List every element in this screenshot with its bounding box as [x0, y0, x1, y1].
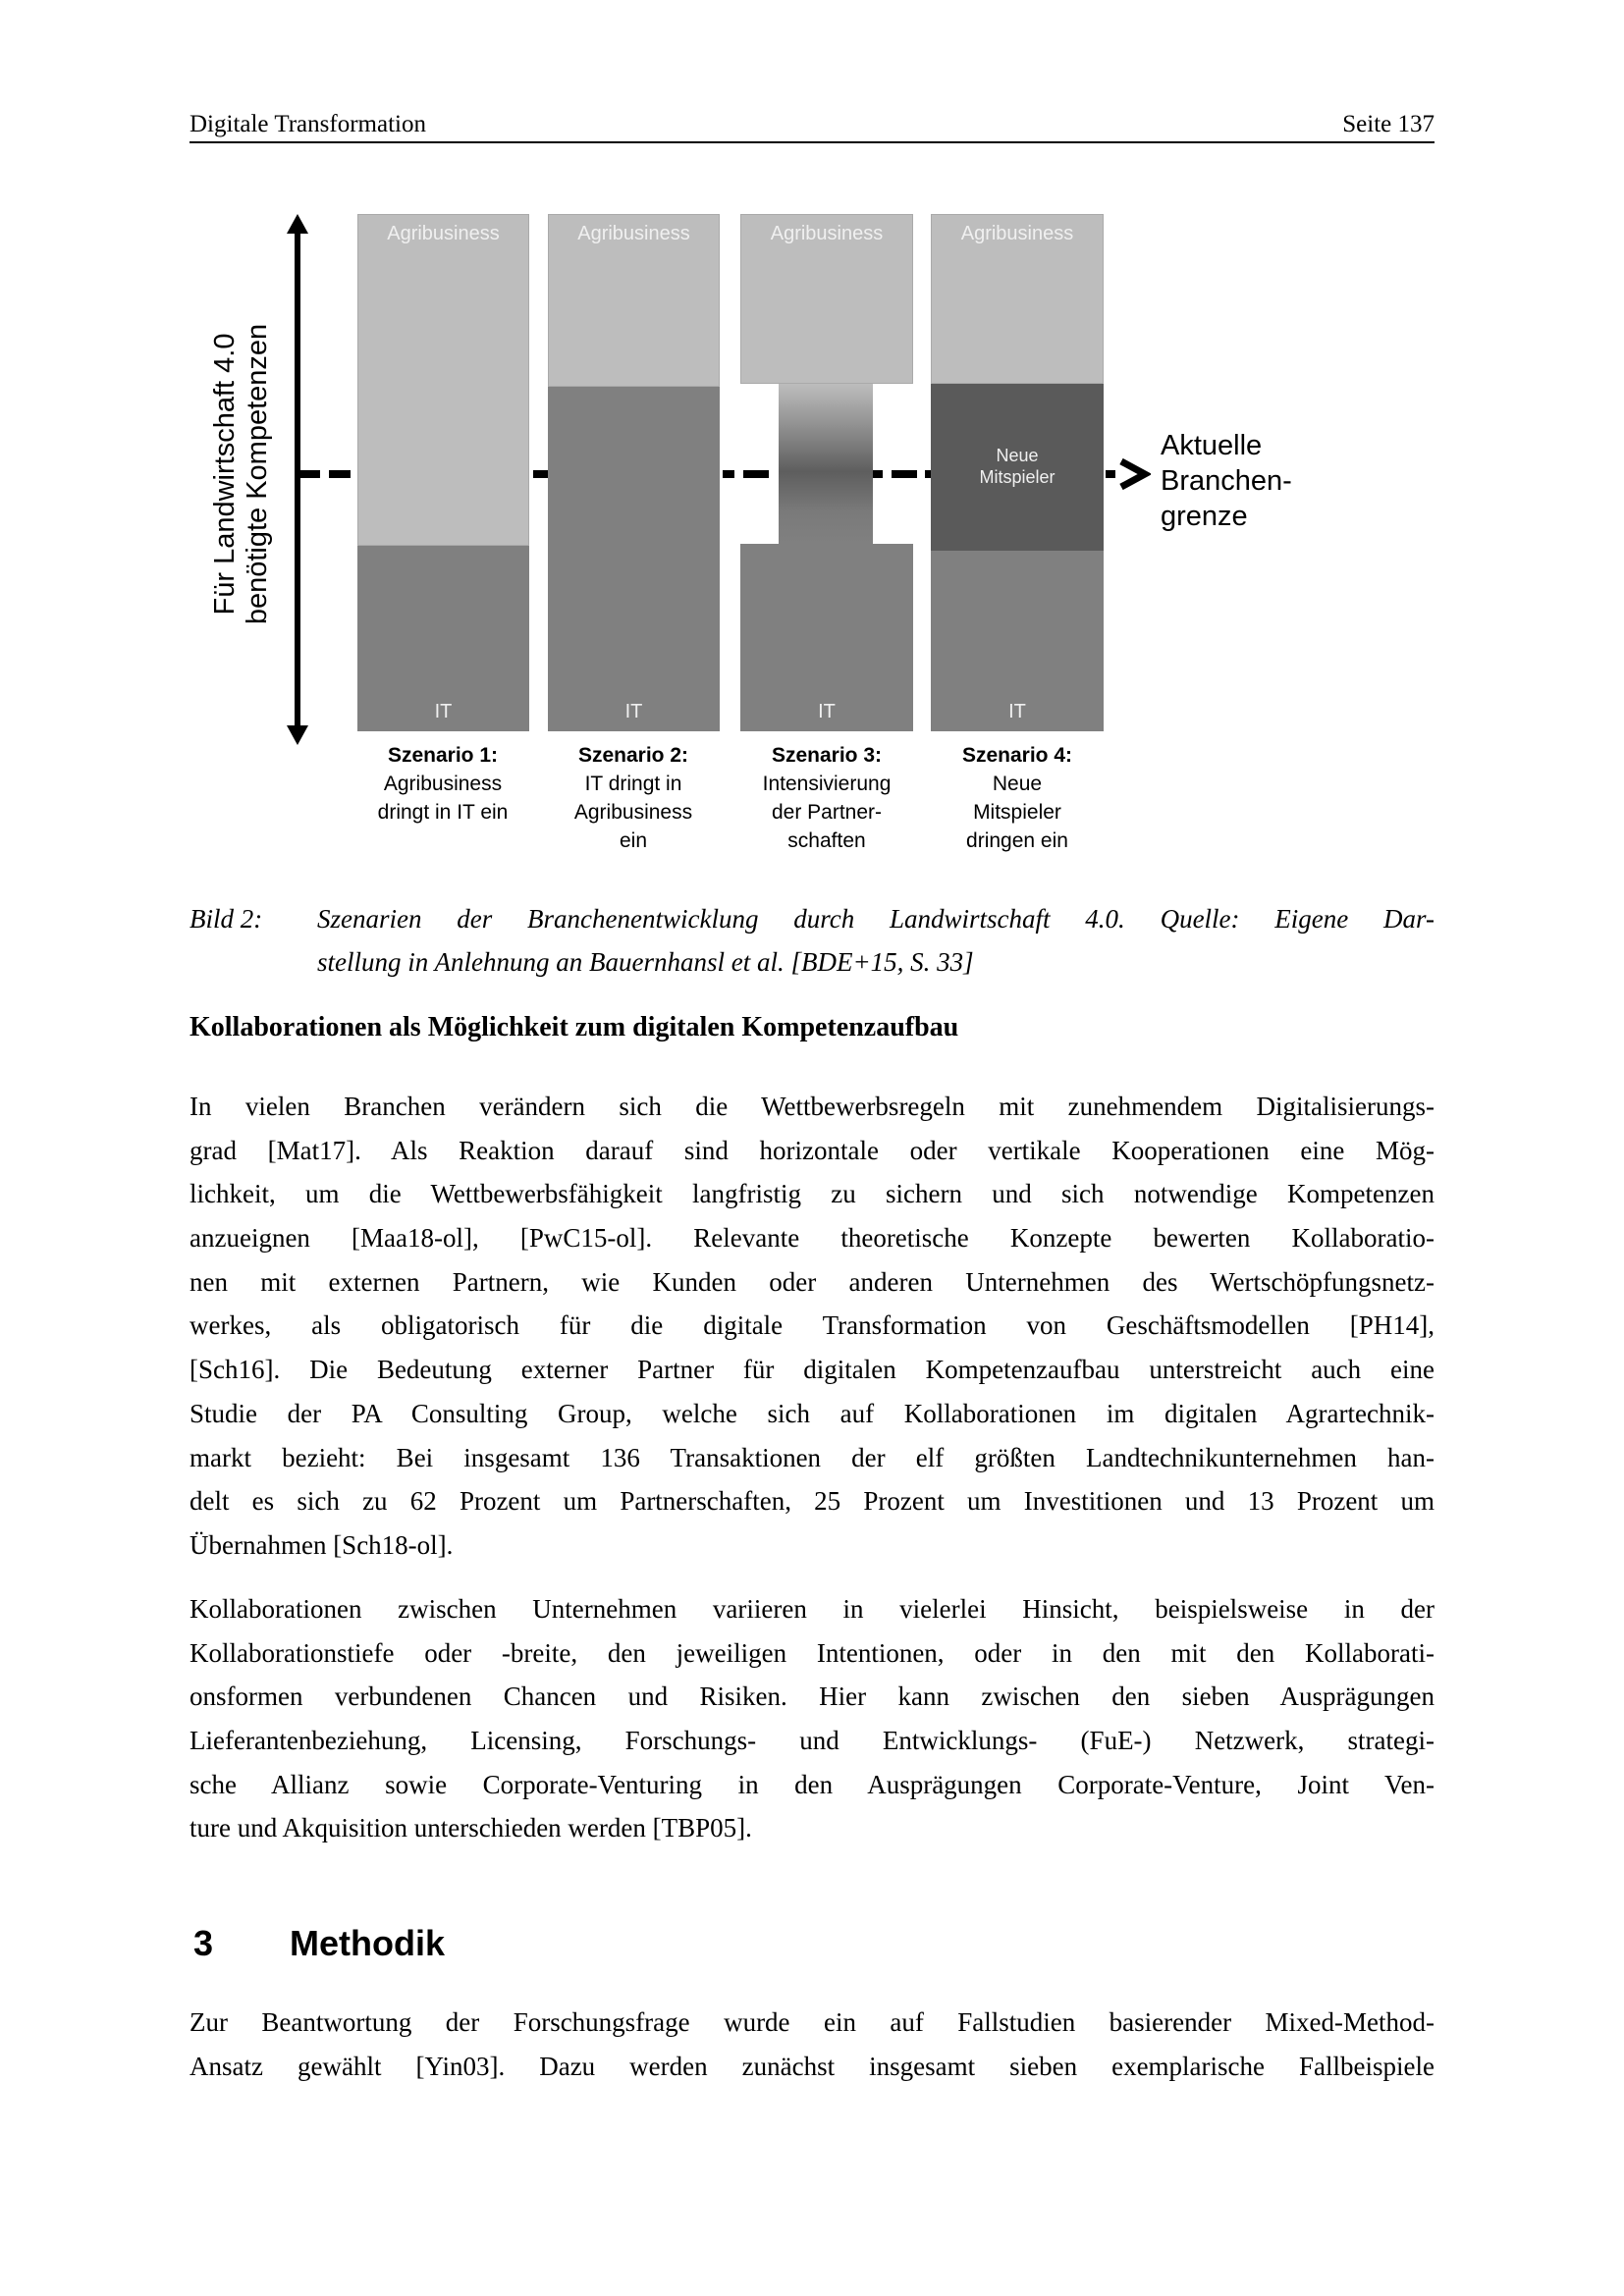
y-axis-label [209, 268, 278, 680]
paragraph-2 [189, 1587, 1435, 1850]
paragraph-1 [189, 1085, 1435, 1568]
text-line: sche Allianz sowie Corporate-Venturing in den Ausprägungen Corporate-Venture, Joint Ven- [189, 1769, 1435, 1799]
text-line: Übernahmen [Sch18-ol]. [189, 1529, 454, 1560]
boundary-dash [723, 470, 734, 478]
scenario-desc-line: Mitspieler [973, 801, 1061, 824]
agribusiness-segment [357, 214, 529, 546]
partnership-gradient [779, 384, 873, 544]
page-number: Seite 137 [1342, 111, 1435, 137]
scenario-label-1 [345, 741, 541, 827]
scenario-desc-line: Intensivierung [762, 773, 892, 795]
text-line: Zur Beantwortung der Forschungsfrage wurde ein auf Fallstudien basierender Mixed-Method- [189, 2007, 1435, 2037]
scenario-label-4 [919, 741, 1115, 855]
segment-label-line: Mitspieler [979, 467, 1056, 487]
scenario-bar-4 [931, 214, 1104, 731]
paragraph-3 [189, 2001, 1435, 2088]
figure-caption [317, 897, 1435, 984]
scenario-desc-line: ein [619, 829, 648, 852]
agribusiness-segment [740, 214, 913, 384]
scenario-desc-line: IT dringt in [584, 773, 682, 795]
caption-label: Bild 2: [189, 904, 263, 934]
scenario-title: Szenario 3: [771, 744, 883, 767]
text-line: Studie der PA Consulting Group, welche sich auf Kollaborationen im digitalen Agrartechnik- [189, 1398, 1435, 1428]
agribusiness-segment [931, 214, 1104, 384]
scenario-bar-1 [357, 214, 529, 731]
figure-scenarios [0, 0, 1624, 883]
double-arrow-icon [283, 212, 312, 747]
segment-label [931, 445, 1104, 488]
text-line: werkes, als obligatorisch für die digitale Transformation von Geschäftsmodellen [PH14], [189, 1310, 1435, 1341]
text-line: onsformen verbundenen Chancen und Risiken. Hier kann zwischen den sieben Ausprägungen [189, 1682, 1435, 1712]
boundary-label-line: Aktuelle [1161, 430, 1263, 461]
boundary-dash [300, 470, 320, 478]
scenario-desc-line: schaften [787, 829, 866, 852]
caption-line: Szenarien der Branchenentwicklung durch Landwirtschaft 4.0. Quelle: Eigene Dar- [317, 904, 1435, 934]
caption-line: stellung in Anlehnung an Bauernhansl et al. [BDE+15, S. 33] [317, 947, 974, 977]
new-players-segment [931, 384, 1104, 551]
scenario-desc-line: der Partner- [771, 801, 883, 824]
boundary-label-line: grenze [1161, 501, 1248, 532]
scenario-title: Szenario 4: [961, 744, 1073, 767]
text-line: anzueignen [Maa18-ol], [PwC15-ol]. Relevante theoretische Konzepte bewerten Kollaboratio- [189, 1223, 1435, 1254]
segment-label: Agribusiness [770, 223, 884, 244]
y-axis-label-line2: benötigte Kompetenzen [242, 323, 273, 625]
scenario-label-3 [729, 741, 925, 855]
text-line: markt bezieht: Bei insgesamt 136 Transaktionen der elf größten Landtechnikunternehmen han- [189, 1442, 1435, 1472]
text-line: Kollaborationstiefe oder -breite, den jeweiligen Intentionen, oder in den mit den Kollaborati- [189, 1637, 1435, 1668]
text-line: lichkeit, um die Wettbewerbsfähigkeit langfristig zu sichern und sich notwendige Kompetenzen [189, 1179, 1435, 1209]
segment-label-line: Neue [996, 446, 1039, 465]
text-line: [Sch16]. Die Bedeutung externer Partner für digitalen Kompetenzaufbau unterstreicht auch eine [189, 1355, 1435, 1385]
text-line: delt es sich zu 62 Prozent um Partnerschaften, 25 Prozent um Investitionen und 13 Prozent um [189, 1486, 1435, 1517]
scenario-label-2 [535, 741, 731, 855]
boundary-dash [533, 470, 548, 478]
boundary-dash [1106, 470, 1115, 478]
section-number: 3 [193, 1923, 214, 1963]
agribusiness-segment [548, 214, 720, 387]
segment-label: Agribusiness [387, 223, 500, 244]
scenario-desc-line: Agribusiness [573, 801, 693, 824]
text-line: Lieferantenbeziehung, Licensing, Forschungs- und Entwicklungs- (FuE-) Netzwerk, strategi- [189, 1726, 1435, 1756]
it-segment [548, 387, 720, 731]
text-line: In vielen Branchen verändern sich die Wettbewerbsregeln mit zunehmendem Digitalisierungs- [189, 1092, 1435, 1121]
boundary-dash [329, 470, 351, 478]
segment-label: IT [624, 701, 643, 722]
segment-label: IT [818, 701, 836, 722]
scenario-desc-line: Agribusiness [383, 773, 503, 795]
scenario-bar-3 [740, 214, 913, 731]
running-header-title: Digitale Transformation [189, 111, 426, 137]
subheading: Kollaborationen als Möglichkeit zum digitalen Kompetenzaufbau [189, 1012, 959, 1042]
text-line: Ansatz gewählt [Yin03]. Dazu werden zunächst insgesamt sieben exemplarische Fallbeispiele [189, 2051, 1435, 2081]
it-segment [357, 546, 529, 731]
it-segment [740, 544, 913, 731]
scenario-title: Szenario 2: [577, 744, 689, 767]
scenario-title: Szenario 1: [387, 744, 499, 767]
arrow-right-icon [1117, 457, 1151, 491]
y-axis-label-line1: Für Landwirtschaft 4.0 [209, 333, 241, 615]
text-line: grad [Mat17]. Als Reaktion darauf sind horizontale oder vertikale Kooperationen eine Mög- [189, 1135, 1435, 1165]
section-title: Methodik [290, 1923, 445, 1963]
segment-label: IT [1008, 701, 1026, 722]
segment-label: Agribusiness [960, 223, 1074, 244]
boundary-label [1161, 428, 1292, 534]
scenario-desc-line: Neue [992, 773, 1043, 795]
segment-label: Agribusiness [577, 223, 690, 244]
text-line: nen mit externen Partnern, wie Kunden oder anderen Unternehmen des Wertschöpfungsnetz- [189, 1266, 1435, 1297]
text-line: Kollaborationen zwischen Unternehmen variieren in vielerlei Hinsicht, beispielsweise in der [189, 1594, 1435, 1624]
it-segment [931, 551, 1104, 731]
boundary-label-line: Branchen- [1161, 465, 1292, 497]
scenario-bar-2 [548, 214, 720, 731]
scenario-desc-line: dringen ein [966, 829, 1068, 852]
segment-label: IT [434, 701, 453, 722]
scenario-desc-line: dringt in IT ein [377, 801, 509, 824]
text-line: ture und Akquisition unterschieden werden [TBP05]. [189, 1813, 752, 1843]
